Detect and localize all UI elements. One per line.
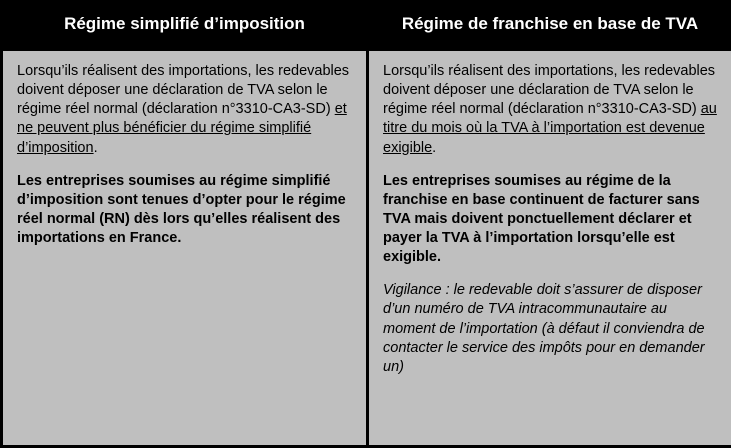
left-paragraph-one: [17, 62, 354, 158]
cell-franchise-base-tva: [368, 50, 731, 447]
column-header-franchise-base-tva: Régime de franchise en base de TVA: [368, 2, 731, 50]
left-p1-text: Lorsqu’ils réalisent des importations, les redevables doivent déposer une déclaration de TVA selon le régime réel normal (déclaration n°3310-CA3-SD): [17, 63, 350, 118]
column-header-regime-simplifie: Régime simplifié d’imposition: [2, 2, 368, 50]
right-paragraph-vigilance: Vigilance : le redevable doit s’assurer de disposer d’un numéro de TVA intracommunautaire au moment de l’importation (à défaut il conviendra de contacter le service des impôts pour en demander un): [383, 282, 705, 375]
left-p1-end: .: [93, 139, 98, 156]
left-p1-underlined: et ne peuvent plus bénéficier du régime simplifié d’imposition: [17, 101, 347, 156]
table-header: [2, 2, 731, 50]
table-header-row: [2, 2, 731, 50]
table-row: [2, 50, 731, 447]
right-p1-end: .: [432, 139, 437, 156]
left-paragraph-two: Les entreprises soumises au régime simplifié d’imposition sont tenues d’opter pour le régime réel normal (RN) dès lors qu’elles réalisent des importations en France.: [17, 172, 346, 246]
right-p1-underlined: au titre du mois où la TVA à l’importation est devenue exigible: [383, 101, 717, 156]
right-paragraph-two: Les entreprises soumises au régime de la franchise en base continuent de facturer sans TVA mais doivent ponctuellement déclarer et payer la TVA à l’importation lorsqu’elle est exigible.: [383, 172, 700, 266]
right-p1-text: Lorsqu’ils réalisent des importations, les redevables doivent déposer une déclaration de TVA selon le régime réel normal (déclaration n°3310-CA3-SD): [383, 63, 716, 118]
right-paragraph-one: [383, 62, 719, 158]
table-body: [2, 50, 731, 447]
cell-regime-simplifie: [2, 50, 368, 447]
